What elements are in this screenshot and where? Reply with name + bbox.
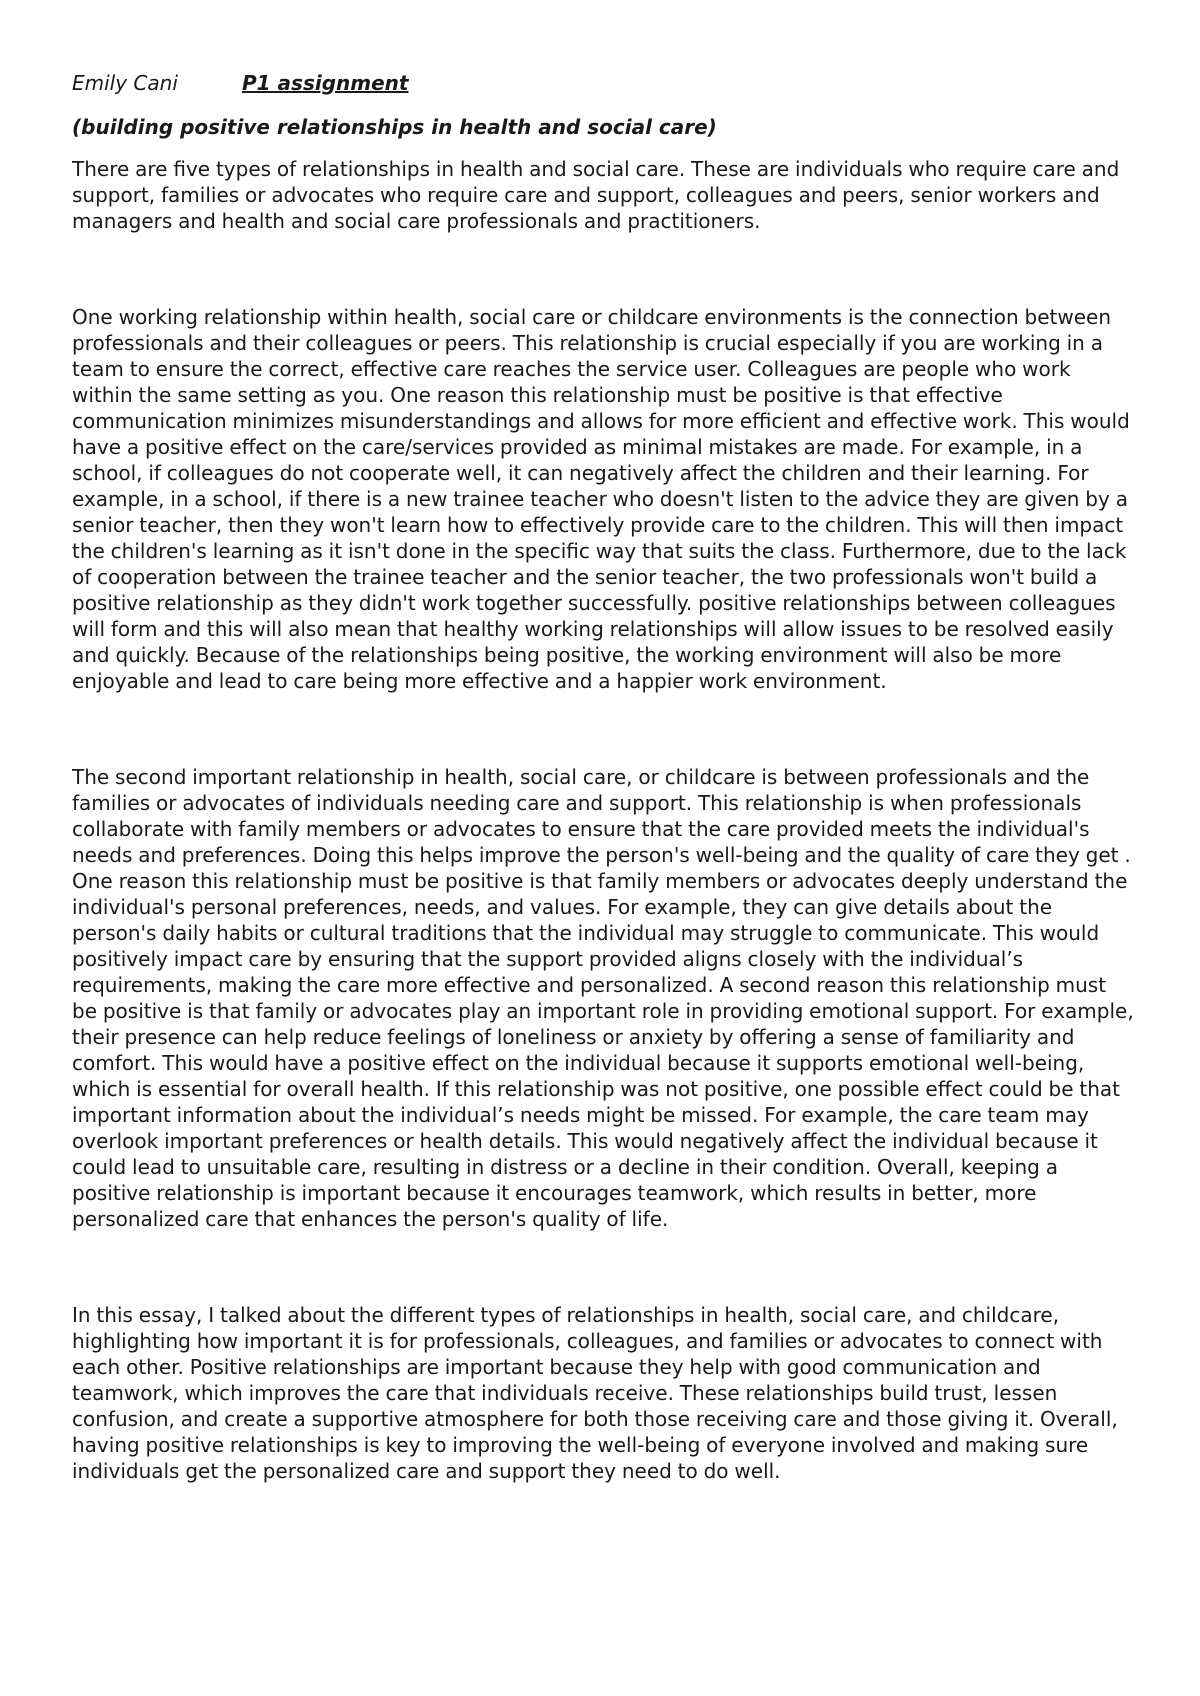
author-name: Emily Cani (72, 71, 178, 95)
paragraph-colleagues: One working relationship within health, social care or childcare environments is the connection between professionals and their colleagues or peers. This relationship is crucial especially if you are working in a team to ensure the correct, effective care reaches the service user. Colleagues are people who work within the same setting as you. One reason this relationship must be positive is that effective communication minimizes misunderstandings and allows for more efficient and effective work. This would have a positive effect on the care/services provided as minimal mistakes are made. For example, in a school, if colleagues do not cooperate well, it can negatively affect the children and their learning. For example, in a school, if there is a new trainee teacher who doesn't listen to the advice they are given by a senior teacher, then they won't learn how to effectively provide care to the children. This will then impact the children's learning as it isn't done in the specific way that suits the class. Furthermore, due to the lack of cooperation between the trainee teacher and the senior teacher, the two professionals won't build a positive relationship as they didn't work together successfully. positive relationships between colleagues will form and this will also mean that healthy working relationships will allow issues to be resolved easily and quickly. Because of the relationships being positive, the working environment will also be more enjoyable and lead to care being more effective and a happier work environment. (72, 305, 1130, 693)
header-line (72, 70, 1134, 96)
paragraph-families: The second important relationship in health, social care, or childcare is between professionals and the families or advocates of individuals needing care and support. This relationship is when professionals collaborate with family members or advocates to ensure that the care provided meets the individual's needs and preferences. Doing this helps improve the person's well-being and the quality of care they get . One reason this relationship must be positive is that family members or advocates deeply understand the individual's personal preferences, needs, and values. For example, they can give details about the person's daily habits or cultural traditions that the individual may struggle to communicate. This would positively impact care by ensuring that the support provided aligns closely with the individual’s requirements, making the care more effective and personalized. A second reason this relationship must be positive is that family or advocates play an important role in providing emotional support. For example, their presence can help reduce feelings of loneliness or anxiety by offering a sense of familiarity and comfort. This would have a positive effect on the individual because it supports emotional well-being, which is essential for overall health. If this relationship was not positive, one possible effect could be that important information about the individual’s needs might be missed. For example, the care team may overlook important preferences or health details. This would negatively affect the individual because it could lead to unsuitable care, resulting in distress or a decline in their condition. Overall, keeping a positive relationship is important because it encourages teamwork, which results in better, more personalized care that enhances the person's quality of life. (72, 765, 1134, 1231)
paragraph-conclusion: In this essay, I talked about the different types of relationships in health, social care, and childcare, highlighting how important it is for professionals, colleagues, and families or advocates to connect with each other. Positive relationships are important because they help with good communication and teamwork, which improves the care that individuals receive. These relationships build trust, lessen confusion, and create a supportive atmosphere for both those receiving care and those giving it. Overall, having positive relationships is key to improving the well-being of everyone involved and making sure individuals get the personalized care and support they need to do well. (72, 1303, 1118, 1483)
document-page (72, 70, 1134, 1484)
paragraph-intro: There are five types of relationships in health and social care. These are individuals who require care and support, families or advocates who require care and support, colleagues and peers, senior workers and managers and health and social care professionals and practitioners. (72, 157, 1120, 233)
assignment-title: P1 assignment (242, 71, 409, 95)
document-subtitle: (building positive relationships in health and social care) (72, 115, 717, 139)
